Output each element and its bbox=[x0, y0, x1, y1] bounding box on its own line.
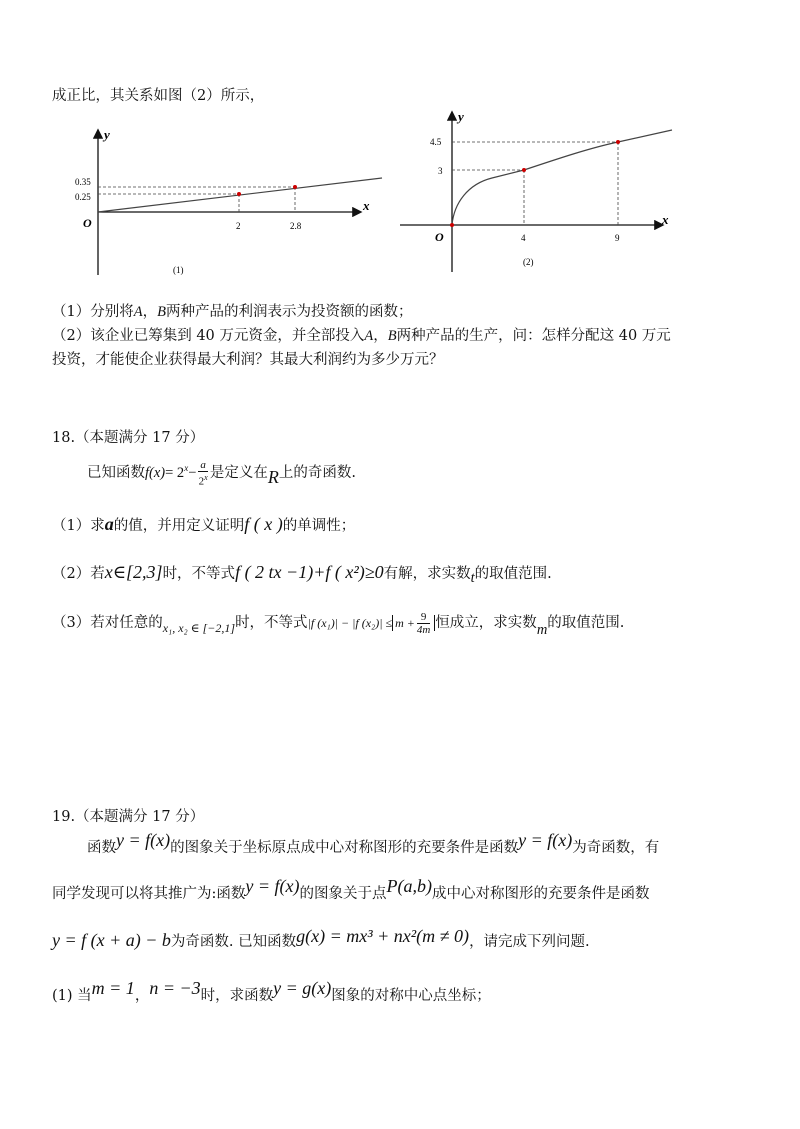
fig1-x-label: x bbox=[363, 198, 370, 213]
fig1-caption: (1) bbox=[173, 265, 184, 275]
fig2-xtick-4: 4 bbox=[521, 233, 526, 243]
figure-2 bbox=[400, 108, 690, 278]
fig1-xtick-2: 2 bbox=[236, 221, 241, 231]
fig2-curve bbox=[452, 130, 672, 225]
q17-part2: （2）该企业已筹集到 40 万元资金，并全部投入A，B两种产品的生产，问：怎样分配这 40 万元 bbox=[52, 328, 671, 344]
fig2-caption: (2) bbox=[523, 257, 534, 267]
q19-line2: 同学发现可以将其推广为:函数y = f(x)的图象关于点P(a,b)成中心对称图形的充要条件是函数 bbox=[52, 876, 650, 902]
fig2-xtick-9: 9 bbox=[615, 233, 620, 243]
fig2-point-a bbox=[522, 168, 526, 172]
q19-line3: y = f (x + a) − b为奇函数. 已知函数g(x) = mx³ + nx²(m ≠ 0)，请完成下列问题. bbox=[52, 926, 590, 950]
q18-header: 18.（本题满分 17 分） bbox=[52, 430, 205, 446]
intro-text: 成正比，其关系如图（2）所示， bbox=[52, 88, 265, 104]
fig1-ytick-025: 0.25 bbox=[75, 192, 91, 202]
fig1-point-a bbox=[237, 192, 241, 196]
fig2-origin: O bbox=[435, 230, 444, 244]
fig2-y-label: y bbox=[458, 109, 464, 124]
fig1-point-b bbox=[293, 185, 297, 189]
figure-1 bbox=[55, 125, 395, 285]
fig1-xtick-28: 2.8 bbox=[290, 221, 302, 231]
q19-line1: 函数y = f(x)的图象关于坐标原点成中心对称图形的充要条件是函数y = f(x)为奇函数，有 bbox=[87, 830, 660, 856]
q19-part1: (1) 当m = 1，n = −3时，求函数y = g(x)图象的对称中心点坐标； bbox=[52, 978, 491, 1004]
q18-part3: （3）若对任意的$_{x_1, x_2 \in [-2,1]}$时，不等式|f (x₁)| − |f (x₂)| ≤ m + $\frac{9}{4m}$ 恒成立，求实数m的取值范围. bbox=[52, 610, 625, 638]
fig2-ytick-3: 3 bbox=[438, 166, 443, 176]
fig2-point-origin bbox=[450, 223, 454, 227]
q17-part1: （1）分别将A，B两种产品的利润表示为投资额的函数； bbox=[52, 304, 413, 320]
fig1-y-label: y bbox=[104, 127, 110, 142]
q19-header: 19.（本题满分 17 分） bbox=[52, 809, 205, 825]
q18-part1: （1）求a的值，并用定义证明f ( x )的单调性； bbox=[52, 514, 356, 534]
fig2-x-label: x bbox=[662, 212, 669, 227]
fig2-point-b bbox=[616, 140, 620, 144]
q18-definition: 已知函数$f(x)= 2^x-$ $\frac{a}{2^x}$ 是定义在R上的奇函数. bbox=[87, 458, 356, 488]
fig1-origin: O bbox=[83, 216, 92, 230]
q18-part2: （2）若x∈[2,3]时，不等式f ( 2 tx −1)+f ( x²)≥0有解，求实数t的取值范围. bbox=[52, 562, 552, 586]
q17-part2-cont: 投资，才能使企业获得最大利润？其最大利润约为多少万元？ bbox=[52, 352, 444, 368]
fig1-ytick-035: 0.35 bbox=[75, 177, 91, 187]
fig2-ytick-45: 4.5 bbox=[430, 137, 442, 147]
